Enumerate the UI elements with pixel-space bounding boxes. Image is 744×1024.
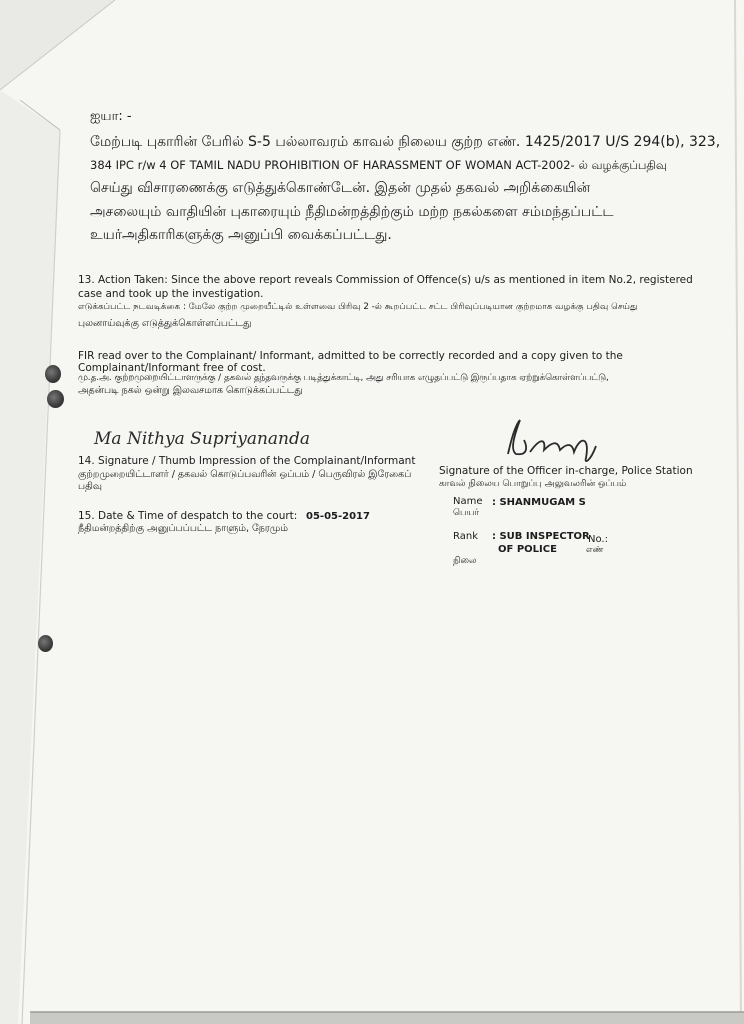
fir-tamil1: மு.த.அ. குற்றமுறையிட்டாளருக்கு / தகவல் தந்தவருக்கு படித்துக்காட்டி, அது சரியாக எழுதப்பட்டு இருப்பதாக ஏற்றுக்கொள்ளப்பட்டு,: [78, 373, 609, 383]
rank-label: Rank: [453, 531, 478, 542]
name-label-tamil: பெயர்: [453, 508, 480, 518]
salutation: ஐயா: -: [90, 109, 132, 124]
section15-label: 15. Date & Time of despatch to the court:: [78, 510, 298, 522]
officer-signature-label-tamil: காவல் நிலைய பொறுப்பு அலுவலரின் ஒப்பம்: [439, 479, 627, 489]
section13-line2: case and took up the investigation.: [78, 288, 264, 300]
name-label: Name: [453, 496, 483, 507]
section14-tamil2: பதிவு: [78, 481, 102, 492]
officer-rank-line2: OF POLICE: [498, 544, 557, 555]
para1-line1: மேற்படி புகாரின் பேரில் S-5 பல்லாவரம் காவல் நிலைய குற்ற எண். 1425/2017 U/S 294(b), 323,: [90, 134, 721, 150]
svg-text:Ma Nithya Supriyananda: Ma Nithya Supriyananda: [94, 429, 311, 449]
officer-rank-line1: : SUB INSPECTOR: [492, 531, 590, 542]
despatch-date: 05-05-2017: [306, 511, 370, 522]
punch-hole: [45, 365, 61, 383]
rank-label-tamil: நிலை: [453, 556, 477, 566]
section13-line1: 13. Action Taken: Since the above report reveals Commission of Offence(s) u/s as mentioned in item No.2, registered: [78, 274, 693, 286]
section13-tamil2: புலனாய்வுக்கு எடுத்துக்கொள்ளப்பட்டது: [78, 318, 252, 329]
number-label-tamil: எண்: [586, 545, 604, 555]
complainant-signature: [92, 420, 342, 454]
number-label: No.:: [588, 534, 608, 545]
punch-hole: [38, 635, 53, 652]
para1-line5: உயர்அதிகாரிகளுக்கு அனுப்பி வைக்கப்பட்டது.: [90, 227, 392, 243]
officer-signature: [500, 416, 630, 464]
officer-signature-label: Signature of the Officer in-charge, Police Station: [439, 465, 693, 477]
svg-text:LDeny: LDeny: [500, 416, 504, 417]
fir-tamil2: அதன்படி நகல் ஒன்று இலவசமாக கொடுக்கப்பட்டது: [78, 385, 303, 396]
section14-line1: 14. Signature / Thumb Impression of the Complainant/Informant: [78, 455, 416, 467]
officer-name: : SHANMUGAM S: [492, 497, 586, 508]
para1-line2: 384 IPC r/w 4 OF TAMIL NADU PROHIBITION OF HARASSMENT OF WOMAN ACT-2002- ல் வழக்குப்பதிவு: [90, 158, 667, 172]
section13-tamil1: எடுக்கப்பட்ட நடவடிக்கை : மேலே குற்ற முறையீட்டில் உள்ளவை பிரிவு 2 -ல் கூறப்பட்ட சட்ட பிரிவுப்படியான குற்றமாக வழக்கு பதிவு செய்து: [78, 302, 638, 312]
para1-line3: செய்து விசாரணைக்கு எடுத்துக்கொண்டேன். இதன் முதல் தகவல் அறிக்கையின்: [90, 180, 591, 196]
section15-tamil: நீதிமன்றத்திற்கு அனுப்பப்பட்ட நாளும், நேரமும்: [78, 523, 288, 534]
punch-hole: [47, 390, 64, 408]
fir-line1: FIR read over to the Complainant/ Informant, admitted to be correctly recorded and a copy given to the: [78, 350, 623, 362]
fir-line2: Complainant/Informant free of cost.: [78, 362, 266, 374]
para1-line4: அசலையும் வாதியின் புகாரையும் நீதிமன்றத்திற்கும் மற்ற நகல்களை சம்மந்தப்பட்ட: [90, 204, 614, 220]
section14-tamil1: குற்றமுறையிட்டாளர் / தகவல் கொடுப்பவரின் ஒப்பம் / பெருவிரல் இரேகைப்: [78, 469, 412, 480]
